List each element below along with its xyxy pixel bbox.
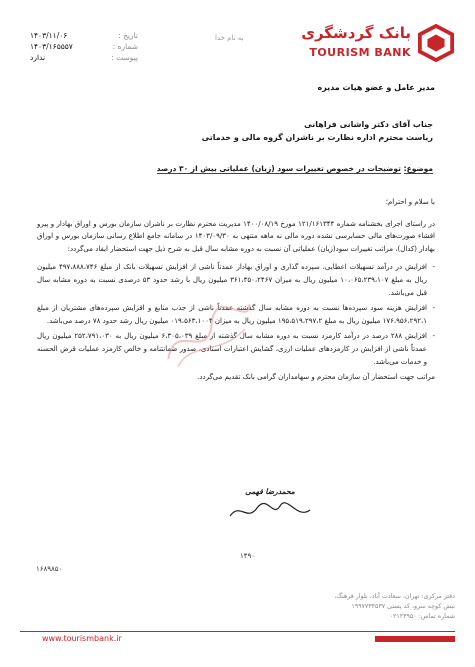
list-item: - افزایش ۲۸۸ درصد در درآمد کارمزد نسبت به دوره مشابه سال گذشته از مبلغ ۶،۳۰۵،۰۳۹ میلیون ریال به ۲۵۲،۷۹۱،۰۳۰ میلیون ریال عمدتاً ناشی از افزایش در کارمزدهای عملیات ارزی، گشایش اعتبارات اسنادی، صدور ضمانتنامه و خالص کارمزد عملیات قرض الحسنه و خدمات می‌باشد. bbox=[37, 330, 435, 368]
subject-line bbox=[43, 164, 433, 173]
addressee bbox=[43, 118, 433, 144]
footer-divider bbox=[20, 631, 455, 632]
list-item: - افزایش در درآمد تسهیلات اعطایی، سپرده گذاری و اوراق بهادار عمدتاً ناشی از افزایش تسهیلات بانک از مبلغ ۴۹۷،۸۸۸،۷۴۶ میلیون ریال به مبلغ ۱۰،۰۶۵،۲۳۹،۱۰۷ میلیون ریال به میزان ۳۶۱،۳۵۰،۲۴۶۷ میلیون ریال با رشد حدود ۵۳ درصدی نسبت به دوره مشابه سال قبل می‌باشد. bbox=[37, 261, 435, 299]
addressee-name: جناب آقای دکتر واشانی فراهانی bbox=[304, 120, 433, 129]
closing-paragraph: مراتب جهت استحضار آن سازمان محترم و سهامداران گرامی بانک تقدیم می‌گردد. bbox=[197, 373, 435, 382]
footer-address-line: شماره تماس: ۰۲۱۲۳۹۵۰ bbox=[389, 613, 455, 620]
bank-name-fa: بانک گردشگری bbox=[301, 24, 411, 42]
document-code: ۱۶۸۹۸۵۰ bbox=[36, 565, 63, 573]
footer-accent-bar bbox=[375, 636, 455, 642]
signature-code: ۱۴۹۰ bbox=[239, 552, 255, 560]
meta-date bbox=[30, 30, 138, 41]
meta-number-value: ۱۴۰۳/۱۶۵۵۵۷ bbox=[30, 42, 73, 51]
meta-number bbox=[30, 41, 138, 52]
list-item: - افزایش هزینه سود سپرده‌ها نسبت به دوره مشابه سال گذشته عمدتاً ناشی از جذب منابع و افزایش سپرده‌های مشتریان از مبلغ ۱۷۶،۹۵۶،۲۹۲،۱ میلیون ریال به مبلغ ۱۹۵،۵۱۹،۲۹۷،۲ میلیون ریال به میزان ۰۱۹،۵۶۳،۱۰۰۴ میلیون ریال رشد حدود ۷۸ درصد می‌باشد. bbox=[37, 302, 435, 327]
signatory-name: محمدرضا فهمی bbox=[245, 487, 295, 496]
footer-website-link[interactable]: www.tourismbank.ir bbox=[42, 634, 122, 643]
meta-date-label: تاریخ : bbox=[118, 31, 138, 40]
page-footer bbox=[20, 592, 455, 648]
meta-number-label: شماره : bbox=[112, 42, 138, 51]
handwritten-signature-icon bbox=[225, 498, 315, 524]
salutation: با سلام و احترام؛ bbox=[385, 198, 435, 206]
letter-meta bbox=[30, 30, 138, 63]
bank-name-en: TOURISM BANK bbox=[309, 46, 411, 59]
meta-attachment-value: ندارد bbox=[30, 53, 46, 62]
signature-block bbox=[215, 487, 325, 524]
footer-address-line: دفتر مرکزی: تهران، سعادت آباد، بلوار فرهنگ، bbox=[334, 593, 455, 600]
footer-address-line: نبش کوچه سرو، کد پستی ۱۹۹۷۷۳۴۵۳۷ bbox=[351, 603, 455, 610]
basmala: به نام خدا bbox=[215, 34, 244, 42]
sender-title: مدیر عامل و عضو هیات مدیره bbox=[317, 83, 435, 92]
tourism-bank-logo-icon bbox=[417, 24, 455, 62]
meta-attachment-label: پیوست : bbox=[111, 53, 138, 62]
subject-label: موضوع: bbox=[403, 164, 433, 173]
addressee-position: ریاست محترم اداره نظارت بر ناشران گروه مالی و خدماتی bbox=[201, 133, 433, 142]
footer-address bbox=[255, 592, 455, 622]
subject-text: توضیحات در خصوص تغییرات سود (زیان) عملیاتی بیش از ۳۰ درصد bbox=[156, 164, 401, 173]
bank-logo bbox=[301, 22, 455, 68]
meta-attachment bbox=[30, 52, 138, 63]
meta-date-value: ۱۴۰۳/۱۱/۰۶ bbox=[30, 31, 68, 40]
intro-paragraph: در راستای اجرای بخشنامه شماره ۱۲۱/۱۶۱۳۴۴ مورخ ۱۴۰۰/۰۸/۱۹ مدیریت محترم نظارت بر ناشران سازمان بورس و اوراق بهادار و پیرو افشاء صورت‌های مالی حسابرسی نشده دوره مالی نه ماهه منتهی به ۱۴۰۳/۰۹/۳۰ در سامانه جامع اطلاع رسانی سازمان بورس و اوراق بهادار (کدال)، مراتب تغییرات سود(زیان) عملیاتی آن نسبت به دوره مشابه سال قبل به شرح ذیل جهت استحضار ایفاد می‌گردد: bbox=[37, 219, 435, 253]
